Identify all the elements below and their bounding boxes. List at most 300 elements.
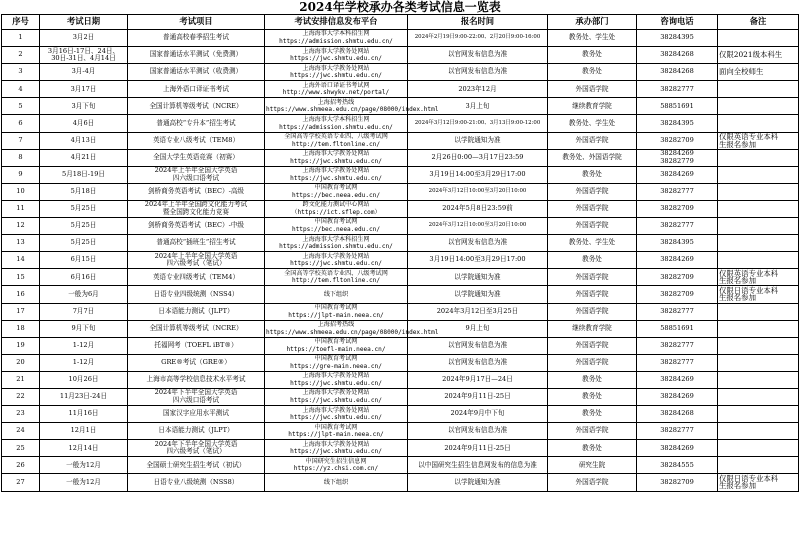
cell-note-line: 面向全校师生 [719,67,764,77]
cell-platform-line: https://jlpt-main.neea.cn/ [288,311,384,319]
cell-no: 1 [2,30,40,47]
cell-platform-line: 上海海事大学教务处网站 [302,406,370,414]
cell-phone-line: 38284269 [660,255,694,264]
cell-date-line: 6月16日 [70,272,97,281]
cell-department-line: 教务处 [582,375,602,384]
cell-date [40,166,128,183]
cell-note-line: 仅限英语专业本科 [719,268,779,278]
cell-registration-line: 9月上旬 [465,323,490,332]
cell-platform-line: 上海海事大学本科招生网 [302,235,370,243]
cell-platform [265,132,408,149]
cell-date [40,235,128,252]
cell-phone-line: 38282777 [660,426,694,435]
col-header-phone: 咨询电话 [637,15,718,30]
cell-platform-line: https://jwc.shmtu.edu.cn/ [290,397,382,405]
cell-phone-line: 38284269 [660,149,694,158]
cell-department [548,320,637,337]
cell-date [40,337,128,354]
col-header-date: 考试日期 [40,15,128,30]
table-row [2,320,799,337]
cell-note-line: 生报名参加 [719,139,756,149]
cell-platform [265,269,408,286]
cell-registration-line: 2024年3月12日10:00至3月20日10:00 [428,188,527,195]
cell-registration [408,337,548,354]
cell-platform [265,320,439,337]
cell-department [548,303,637,320]
cell-note-line: 生报名参加 [719,276,756,286]
cell-note [718,166,799,183]
cell-registration [408,115,548,132]
cell-phone-line: 38284268 [660,67,694,76]
cell-phone-line: 38282777 [660,306,694,315]
cell-date-line: 11月16日 [68,409,99,418]
table-row [2,337,799,354]
cell-phone [637,183,718,200]
cell-registration-line: 以学院通知为准 [454,289,501,298]
cell-platform-line: https://jwc.shmtu.edu.cn/ [290,157,382,165]
cell-department [548,166,637,183]
cell-phone-line: 38284555 [660,460,694,469]
col-header-note: 备注 [718,15,799,30]
cell-platform-line: 中国教育考试网 [314,218,358,226]
cell-no: 14 [2,252,40,269]
cell-no: 23 [2,406,40,423]
cell-registration [408,166,548,183]
cell-phone [637,337,718,354]
cell-department [548,406,637,423]
cell-note [718,252,799,269]
cell-phone [637,286,718,303]
cell-phone-line: 38282777 [660,340,694,349]
cell-note [718,149,799,166]
cell-item-line: 国家普通话水平测试（收费测） [149,67,243,76]
table-body [2,30,799,492]
cell-department [548,474,637,491]
cell-platform-line: 上海海事大学教务处网站 [302,440,370,448]
table-row [2,252,799,269]
cell-date-line: 5月18日 [70,187,97,196]
cell-platform-line: http://www.shwykv.net/portal/ [282,89,390,97]
cell-no: 12 [2,218,40,235]
cell-phone [637,149,718,166]
cell-date-line: 3月16日-17日、24日、 [47,46,120,55]
cell-item [128,423,265,440]
cell-item-line: 日语专业八级统测（NSS8） [153,477,239,486]
cell-item-line: 上海市高等学校信息技术水平考试 [146,375,246,384]
cell-platform-line: 上海海事大学教务处网站 [302,389,370,397]
cell-platform-line: 上海海事大学教务处网站 [302,150,370,158]
cell-no: 22 [2,388,40,405]
cell-platform-line: 上海海事大学教务处网站 [302,252,370,260]
cell-department-line: 教务处 [582,67,602,76]
cell-note [718,337,799,354]
cell-registration-line: 2024年3月12日9:00-21:00、3月13日9:00-12:00 [414,119,541,126]
cell-department-line: 外国语学院 [575,358,609,367]
cell-date-line: 1-12月 [72,358,95,367]
cell-platform [265,252,408,269]
cell-date [40,64,128,81]
table-row [2,183,799,200]
cell-registration-line: 以官网发布信息为准 [447,50,508,59]
cell-department [548,47,637,64]
table-row [2,166,799,183]
cell-department [548,371,637,388]
cell-no: 21 [2,371,40,388]
cell-platform-line: 跨文化能力测试中心网站 [302,201,370,209]
cell-phone [637,320,718,337]
cell-department [548,286,637,303]
cell-phone-line: 38284269 [660,170,694,178]
cell-date-line: 一般为12月 [66,460,101,469]
cell-department [548,218,637,235]
cell-phone-line: 38284268 [660,409,694,418]
cell-registration-line: 以官网发布信息为准 [447,340,508,349]
cell-item [128,149,265,166]
table-row [2,132,799,149]
cell-date [40,286,128,303]
cell-date [40,132,128,149]
cell-item [128,286,265,303]
cell-department [548,235,637,252]
cell-date-line: 12月1日 [70,426,97,435]
cell-date [40,200,128,217]
cell-date [40,183,128,200]
cell-date [40,98,128,115]
cell-platform [265,235,408,252]
cell-phone [637,98,718,115]
cell-platform-line: http://tem.fltonline.cn/ [291,277,381,285]
table-row [2,371,799,388]
cell-registration-line: 2024年3月12日10:00至3月20日10:00 [428,222,527,229]
cell-date-line: 一般为6月 [68,289,99,298]
cell-no: 8 [2,149,40,166]
cell-date-line: 1-12月 [72,340,95,349]
cell-no: 18 [2,320,40,337]
cell-no: 10 [2,183,40,200]
cell-note [718,235,799,252]
table-row [2,457,799,474]
cell-no: 27 [2,474,40,491]
cell-date-line: 30日-31日、4月14日 [51,54,116,63]
cell-date [40,269,128,286]
cell-note [718,371,799,388]
cell-phone [637,474,718,491]
cell-item [128,183,265,200]
cell-platform [265,47,408,64]
cell-platform-line: 全国高等学校英语专业四、八级考试网 [284,269,388,277]
cell-date-line: 5月25日 [70,221,97,230]
cell-department [548,115,637,132]
table-row [2,200,799,217]
cell-platform-line: http://tem.fltonline.cn/ [291,140,381,148]
table-row [2,440,799,457]
cell-registration-line: 2024年5月8日23:59前 [442,204,513,213]
table-row [2,354,799,371]
cell-item-line: 2024年下半年全国大学英语 [154,388,238,397]
cell-date-line: 10月26日 [68,375,99,384]
cell-platform-line: 线下组织 [323,478,349,486]
cell-platform [265,149,408,166]
cell-phone-line: 38284269 [660,375,694,384]
cell-phone-line: 38284269 [660,392,694,401]
cell-registration [408,47,548,64]
cell-item [128,269,265,286]
cell-no: 19 [2,337,40,354]
cell-date [40,218,128,235]
cell-item [128,166,265,183]
cell-phone [637,423,718,440]
cell-date [40,303,128,320]
table-row [2,286,799,303]
cell-registration [408,132,548,149]
cell-phone-line: 38282777 [660,84,694,93]
cell-item-line: 全国计算机等级考试（NCRE） [149,101,243,110]
cell-department-line: 教务处 [582,409,602,418]
cell-phone [637,406,718,423]
cell-note [718,269,799,286]
cell-platform-line: 全国高等学校英语专业四、八级考试网 [284,133,388,141]
cell-department-line: 外国语学院 [575,289,609,298]
cell-platform-line: 上海海事大学教务处网站 [302,167,370,175]
cell-platform-line: https://jwc.shmtu.edu.cn/ [290,379,382,387]
cell-department [548,183,637,200]
cell-date-line: 3月2日 [72,33,95,42]
cell-platform-line: 上海外语口译证书考试网 [302,81,370,89]
cell-platform-line: 上海海事大学教务处网站 [302,372,370,380]
cell-date-line: 7月7日 [72,306,95,315]
cell-phone-line: 38282709 [660,204,694,213]
cell-item-line: 日语专业四级统测（NSS4） [153,289,239,298]
cell-phone-line: 38284395 [660,238,694,247]
cell-phone-line: 38284268 [660,50,694,59]
cell-note-line: 仅限2021级本科生 [719,50,783,60]
cell-note [718,406,799,423]
cell-item-line: 英语专业四级考试（TEM4） [152,272,240,281]
cell-registration [408,149,548,166]
cell-note [718,218,799,235]
cell-phone [637,303,718,320]
cell-registration-line: 以官网发布信息为准 [447,67,508,76]
cell-no: 11 [2,200,40,217]
cell-registration [408,303,548,320]
cell-registration-line: 3月上旬 [465,101,490,110]
table-header-row [2,15,799,30]
cell-item-line: 2024年上半年全国大学英语 [154,166,238,175]
cell-platform-line: 上海招考热线 [317,321,355,329]
table-row [2,98,799,115]
cell-department-line: 外国语学院 [575,84,609,93]
table-row [2,115,799,132]
cell-department-line: 外国语学院 [575,477,609,486]
cell-phone [637,252,718,269]
cell-date [40,320,128,337]
cell-department-line: 教务处、外国语学院 [562,152,622,161]
table-row [2,81,799,98]
cell-platform [265,406,408,423]
cell-item-line: 2024年下半年全国大学英语 [154,439,238,448]
cell-phone-line: 38282709 [660,272,694,281]
cell-item [128,218,265,235]
cell-platform [265,115,408,132]
cell-department [548,457,637,474]
cell-platform-line: https://admission.shmtu.edu.cn/ [279,123,393,131]
cell-item [128,371,265,388]
cell-registration [408,269,548,286]
cell-department [548,269,637,286]
cell-platform [265,354,408,371]
cell-item-line: 上海外语口译证书考试 [163,84,229,93]
cell-date-line: 5月25日 [70,238,97,247]
cell-phone [637,388,718,405]
cell-no: 20 [2,354,40,371]
cell-phone-line: 38282777 [660,187,694,196]
cell-platform [265,218,408,235]
cell-platform-line: https://admission.shmtu.edu.cn/ [279,38,393,46]
cell-department-line: 教务处 [582,50,602,59]
cell-phone-line: 38282777 [660,221,694,230]
cell-platform [265,303,408,320]
cell-registration [408,286,548,303]
cell-phone [637,132,718,149]
cell-platform-line: https://www.shmeea.edu.cn/page/08000/index.html [266,328,439,336]
table-row [2,235,799,252]
cell-phone [637,115,718,132]
cell-phone-line: 58851691 [660,101,694,110]
cell-item [128,200,265,217]
cell-registration-line: 2024年3月12日至3月25日 [436,306,519,315]
exam-table [1,14,799,492]
cell-registration-line: 2024年9月11日-25日 [444,392,511,401]
cell-note [718,81,799,98]
cell-department-line: 教务处 [582,255,602,264]
table-row [2,303,799,320]
cell-platform-line: https://bec.neea.edu.cn/ [291,226,381,234]
cell-item [128,303,265,320]
table-row [2,47,799,64]
cell-note [718,183,799,200]
cell-note [718,354,799,371]
cell-department [548,200,637,217]
cell-registration [408,371,548,388]
cell-item [128,474,265,491]
cell-platform-line: https://jlpt-main.neea.cn/ [288,431,384,439]
cell-item [128,320,265,337]
cell-date-line: 12月14日 [68,443,99,452]
cell-registration-line: 以学院通知为准 [454,477,501,486]
cell-no: 4 [2,81,40,98]
cell-platform-line: https://gre-main.neea.cn/ [290,362,382,370]
cell-item [128,64,265,81]
cell-platform-line: 线下组织 [323,290,349,298]
cell-item [128,388,265,405]
cell-platform [265,200,408,217]
cell-platform [265,457,408,474]
cell-note [718,115,799,132]
cell-platform [265,371,408,388]
cell-no: 7 [2,132,40,149]
cell-date-line: 5月18日-19日 [62,170,105,178]
cell-item-line: 暨全国跨文化能力竞赛 [163,207,229,216]
cell-item-line: 全国计算机等级考试（NCRE） [149,323,243,332]
cell-department-line: 外国语学院 [575,272,609,281]
cell-item [128,457,265,474]
cell-phone-line: 38282709 [660,289,694,298]
cell-platform-line: 中国教育考试网 [314,355,358,363]
cell-registration [408,423,548,440]
cell-platform-line: https://jwc.shmtu.edu.cn/ [290,448,382,456]
cell-note [718,200,799,217]
cell-note [718,423,799,440]
cell-item-line: 四六级考试（笔试） [166,259,226,268]
cell-registration-line: 以官网发布信息为准 [447,358,508,367]
cell-platform [265,64,408,81]
cell-department [548,423,637,440]
cell-department-line: 继续教育学院 [572,101,612,110]
cell-item-line: 普通高校“插班生”招生考试 [156,238,236,247]
cell-date [40,474,128,491]
cell-platform-line: 上海海事大学本科招生网 [302,30,370,38]
cell-phone [637,200,718,217]
cell-no: 16 [2,286,40,303]
cell-department [548,64,637,81]
cell-item-line: 托福网考（TOEFL iBT®） [154,340,238,349]
table-row [2,30,799,47]
cell-date-line: 6月15日 [70,255,97,264]
cell-item-line: 2024年上半年全国大学英语 [154,251,238,260]
cell-department-line: 研究生院 [578,460,606,469]
cell-item-line: 普通高校“专升本”招生考试 [156,118,236,127]
cell-registration [408,457,548,474]
cell-phone [637,30,718,47]
cell-registration-line: 以官网发布信息为准 [447,238,508,247]
cell-registration-line: 2024年2月19日9:00-22:00、2月20日9:00-16:00 [414,34,541,41]
cell-item [128,406,265,423]
cell-date [40,115,128,132]
cell-department-line: 教务处、学生处 [568,118,616,127]
cell-note-line: 生报名参加 [719,481,756,491]
cell-platform-line: 中国教育考试网 [314,303,358,311]
cell-item-line: 日本语能力测试（JLPT） [158,306,234,315]
cell-department [548,132,637,149]
cell-item [128,235,265,252]
cell-platform-line: https://bec.neea.edu.cn/ [291,191,381,199]
cell-date-line: 3月17日 [70,84,97,93]
cell-item [128,81,265,98]
cell-platform [265,183,408,200]
cell-department-line: 外国语学院 [575,221,609,230]
cell-item-line: 国家普通话水平测试（免费测） [149,50,243,59]
cell-registration [408,252,548,269]
cell-date-line: 3月下旬 [71,101,96,110]
cell-platform [265,423,408,440]
cell-registration [408,183,548,200]
cell-item [128,337,265,354]
cell-department [548,252,637,269]
table-row [2,269,799,286]
cell-no: 13 [2,235,40,252]
cell-date [40,371,128,388]
cell-registration [408,218,548,235]
cell-item-line: 全国硕士研究生招生考试（初试） [146,460,246,469]
col-header-department: 承办部门 [548,15,637,30]
cell-department-line: 教务处 [582,170,602,178]
table-row [2,64,799,81]
cell-department [548,440,637,457]
cell-platform-line: 中国教育考试网 [314,338,358,346]
cell-date [40,252,128,269]
cell-registration-line: 3月19日14:00至3月29日17:00 [429,255,526,264]
cell-registration-line: 以学院通知为准 [454,135,501,144]
